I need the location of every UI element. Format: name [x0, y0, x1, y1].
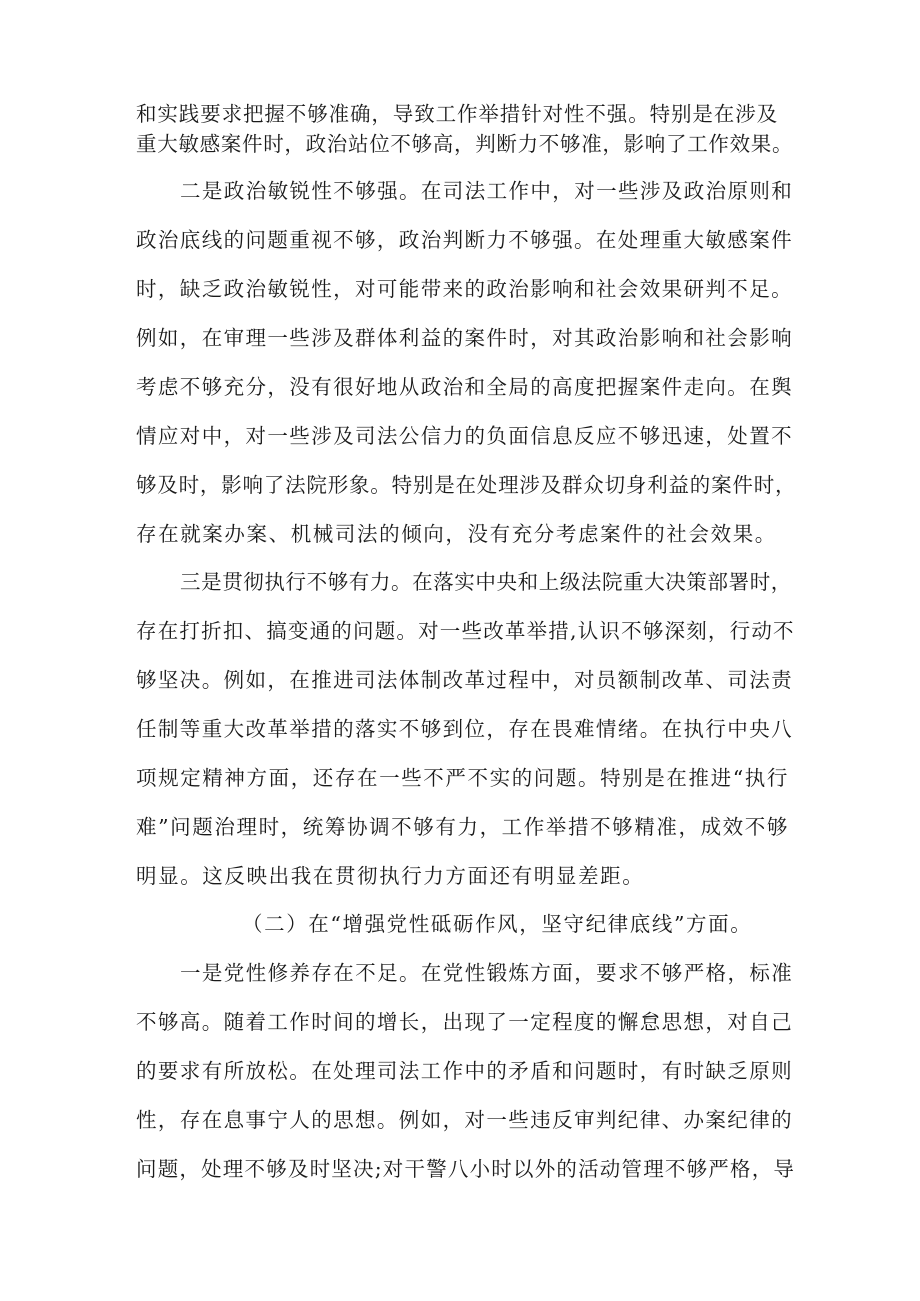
text-line: 重大敏感案件时，政治站位不够高，判断力不够准，影响了工作效果。 — [136, 132, 794, 156]
text-line: 政治底线的问题重视不够，政治判断力不够强。在处理重大敏感案件 — [136, 228, 793, 252]
text-line: 不够高。随着工作时间的增长，出现了一定程度的懈怠思想，对自己 — [136, 1010, 793, 1034]
paragraph-start: 三是贯彻执行不够有力。在落实中央和上级法院重大决策部署时， — [180, 570, 792, 594]
text-line: 和实践要求把握不够准确，导致工作举措针对性不强。特别是在涉及 — [136, 102, 778, 126]
text-line: 存在打折扣、搞变通的问题。对一些改革举措,认识不够深刻，行动不 — [136, 619, 795, 643]
paragraph-start: 二是政治敏锐性不够强。在司法工作中，对一些涉及政治原则和 — [180, 179, 794, 203]
text-line: 问题，处理不够及时坚决;对干警八小时以外的活动管理不够严格，导 — [136, 1157, 796, 1181]
section-heading: （二）在“增强党性砥砺作风，坚守纪律底线”方面。 — [242, 912, 753, 936]
text-line: 明显。这反映出我在贯彻执行力方面还有明显差距。 — [136, 864, 645, 888]
paragraph-start: 一是党性修养存在不足。在党性锻炼方面，要求不够严格，标准 — [180, 961, 794, 985]
text-line: 够及时，影响了法院形象。特别是在处理涉及群众切身利益的案件时， — [136, 473, 797, 497]
text-line: 够坚决。例如，在推进司法体制改革过程中，对员额制改革、司法责 — [136, 668, 793, 692]
text-line: 情应对中，对一些涉及司法公信力的负面信息反应不够迅速，处置不 — [136, 424, 793, 448]
text-line: 的要求有所放松。在处理司法工作中的矛盾和问题时，有时缺乏原则 — [136, 1059, 793, 1083]
text-line: 难”问题治理时，统筹协调不够有力，工作举措不够精准，成效不够 — [136, 815, 789, 839]
text-line: 时，缺乏政治敏锐性，对可能带来的政治影响和社会效果研判不足。 — [136, 277, 793, 301]
text-line: 性，存在息事宁人的思想。例如，对一些违反审判纪律、办案纪律的 — [136, 1108, 793, 1132]
text-line: 存在就案办案、机械司法的倾向，没有充分考虑案件的社会效果。 — [136, 522, 777, 546]
text-line: 例如，在审理一些涉及群体利益的案件时，对其政治影响和社会影响 — [136, 326, 793, 350]
text-line: 考虑不够充分，没有很好地从政治和全局的高度把握案件走向。在舆 — [136, 375, 793, 399]
text-line: 项规定精神方面，还存在一些不严不实的问题。特别是在推进“执行 — [136, 766, 789, 790]
text-line: 任制等重大改革举措的落实不够到位，存在畏难情绪。在执行中央八 — [136, 717, 793, 741]
